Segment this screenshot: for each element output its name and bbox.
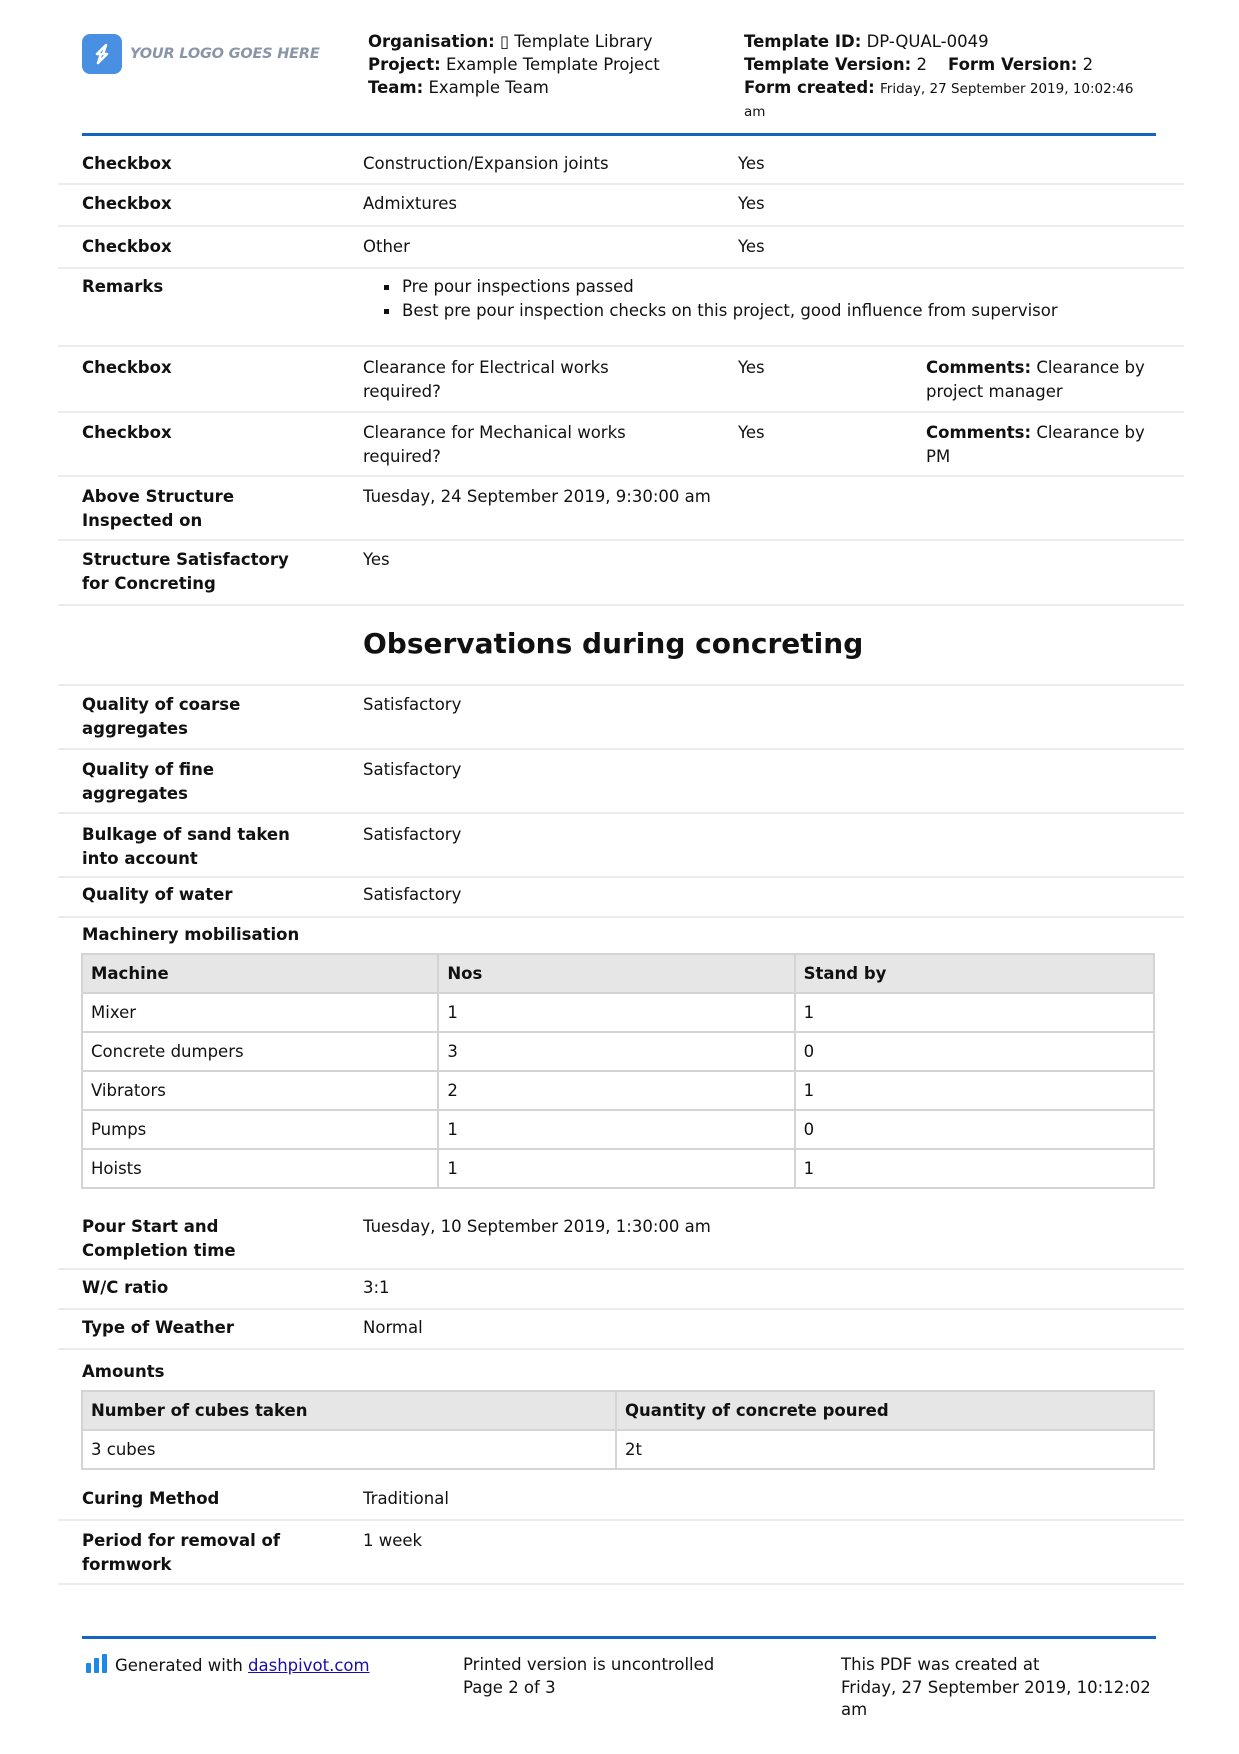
- form-row: [58, 137, 1184, 185]
- page-header: [82, 28, 1156, 136]
- form-row: [58, 1270, 1184, 1310]
- form-row: [58, 477, 1184, 541]
- form-created-label: Form created:: [744, 78, 875, 97]
- form-row: [58, 413, 1184, 477]
- form-created-value-cont: am: [744, 104, 766, 120]
- row-label: Above Structure Inspected on: [82, 487, 235, 530]
- table-cell: Vibrators: [82, 1071, 438, 1110]
- table-row: [82, 1032, 1154, 1071]
- row-value: Satisfactory: [363, 825, 462, 844]
- machinery-label: Machinery mobilisation: [82, 925, 300, 944]
- row-label: Curing Method: [82, 1489, 220, 1508]
- table-cell: Concrete dumpers: [82, 1032, 438, 1071]
- form-created-value: Friday, 27 September 2019, 10:02:46: [880, 81, 1134, 97]
- created-date: Friday, 27 September 2019, 10:12:02: [841, 1677, 1151, 1697]
- template-version-label: Template Version:: [744, 55, 912, 74]
- section-title: Observations during concreting: [363, 627, 864, 660]
- table-row: [82, 993, 1154, 1032]
- row-value: Yes: [738, 194, 765, 213]
- row-value: Yes: [738, 154, 765, 173]
- row-label: Checkbox: [82, 423, 172, 442]
- row-item: Clearance for Mechanical works required?: [363, 423, 626, 466]
- remarks-row: [58, 269, 1184, 347]
- row-comment: [926, 421, 1162, 468]
- row-value: 3:1: [363, 1278, 390, 1297]
- table-cell: 3 cubes: [82, 1430, 616, 1469]
- uncontrolled-note: Printed version is uncontrolled: [463, 1655, 715, 1674]
- table-cell: Pumps: [82, 1110, 438, 1149]
- form-row: [58, 1310, 1184, 1350]
- form-row: [58, 814, 1184, 878]
- dashpivot-icon: [86, 1654, 107, 1673]
- row-value: Satisfactory: [363, 760, 462, 779]
- row-label: Quality of coarse aggregates: [82, 695, 241, 738]
- table-row: [82, 1110, 1154, 1149]
- row-label: Checkbox: [82, 154, 172, 173]
- row-item: Construction/Expansion joints: [363, 154, 609, 173]
- table-cell: Hoists: [82, 1149, 438, 1188]
- project-label: Project:: [368, 55, 441, 74]
- header-meta-right: [744, 30, 1133, 124]
- template-id-value: DP-QUAL-0049: [866, 32, 989, 51]
- table-cell: 0: [795, 1110, 1154, 1149]
- row-label: Quality of fine aggregates: [82, 760, 215, 803]
- form-row: [58, 686, 1184, 750]
- row-label: Checkbox: [82, 194, 172, 213]
- row-value: Tuesday, 24 September 2019, 9:30:00 am: [363, 487, 711, 506]
- form-row: [58, 878, 1184, 918]
- footer-print-info: [463, 1654, 714, 1699]
- row-value: Satisfactory: [363, 885, 462, 904]
- header-meta-left: [368, 30, 660, 99]
- table-cell: 3: [438, 1032, 794, 1071]
- row-value: Traditional: [363, 1489, 449, 1508]
- table-row: [82, 1430, 1154, 1469]
- column-header: Nos: [438, 954, 794, 993]
- row-item: Admixtures: [363, 194, 457, 213]
- comment-label: Comments:: [926, 423, 1032, 442]
- remarks-item: Best pre pour inspection checks on this project, good influence from supervisor: [380, 299, 1058, 323]
- table-header-row: [82, 1391, 1154, 1430]
- row-item: Clearance for Electrical works required?: [363, 358, 609, 401]
- generated-text: Generated with: [115, 1656, 243, 1675]
- amounts-table: [81, 1390, 1155, 1470]
- machinery-table: [81, 953, 1155, 1189]
- form-row: [58, 347, 1184, 413]
- row-label: Checkbox: [82, 358, 172, 377]
- table-cell: 1: [438, 1149, 794, 1188]
- table-header-row: [82, 954, 1154, 993]
- created-line: This PDF was created at: [841, 1655, 1040, 1674]
- form-row: [58, 1521, 1184, 1585]
- footer-created: [841, 1654, 1151, 1722]
- remarks-label: Remarks: [82, 277, 164, 296]
- organisation-label: Organisation:: [368, 32, 495, 51]
- form-row: [58, 185, 1184, 227]
- row-value: Tuesday, 10 September 2019, 1:30:00 am: [363, 1217, 711, 1236]
- page-number: Page 2 of 3: [463, 1677, 556, 1697]
- row-label: Type of Weather: [82, 1318, 234, 1337]
- table-row: [82, 1149, 1154, 1188]
- table-cell: Mixer: [82, 993, 438, 1032]
- comment-label: Comments:: [926, 358, 1032, 377]
- remarks-item: Pre pour inspections passed: [380, 275, 1058, 299]
- row-value: Yes: [363, 550, 390, 569]
- row-label: Checkbox: [82, 237, 172, 256]
- form-row: [58, 541, 1184, 606]
- table-row: [82, 1071, 1154, 1110]
- row-label: Pour Start and Completion time: [82, 1217, 236, 1260]
- table-cell: 2t: [616, 1430, 1154, 1469]
- form-row: [58, 1479, 1184, 1521]
- table-cell: 1: [795, 1149, 1154, 1188]
- table-cell: 1: [438, 993, 794, 1032]
- row-value: Normal: [363, 1318, 423, 1337]
- column-header: Stand by: [795, 954, 1154, 993]
- template-version-value: 2: [916, 55, 927, 74]
- form-row: [58, 227, 1184, 269]
- row-value: 1 week: [363, 1531, 423, 1550]
- row-label: Structure Satisfactory for Concreting: [82, 550, 289, 593]
- amounts-label: Amounts: [82, 1362, 165, 1381]
- form-row: [58, 750, 1184, 814]
- template-id-label: Template ID:: [744, 32, 862, 51]
- comment-text: Clearance by PM: [926, 423, 1145, 466]
- row-label: Period for removal of formwork: [82, 1531, 281, 1574]
- table-cell: 1: [438, 1110, 794, 1149]
- dashpivot-link[interactable]: dashpivot.com: [248, 1656, 370, 1675]
- company-logo: [82, 34, 320, 74]
- table-cell: 2: [438, 1071, 794, 1110]
- logo-text: YOUR LOGO GOES HERE: [130, 46, 320, 62]
- row-item: Other: [363, 237, 410, 256]
- footer-generated: [86, 1654, 370, 1678]
- project-value: Example Template Project: [445, 55, 660, 74]
- team-value: Example Team: [428, 78, 549, 97]
- logo-icon: [82, 34, 122, 74]
- form-row: [58, 1208, 1184, 1270]
- row-label: Quality of water: [82, 885, 233, 904]
- column-header: Quantity of concrete poured: [616, 1391, 1154, 1430]
- row-value: Yes: [738, 237, 765, 256]
- table-cell: 1: [795, 993, 1154, 1032]
- remarks-list: [380, 275, 1058, 323]
- row-label: W/C ratio: [82, 1278, 169, 1297]
- created-date-cont: am: [841, 1700, 868, 1719]
- table-cell: 0: [795, 1032, 1154, 1071]
- table-cell: 1: [795, 1071, 1154, 1110]
- form-version-label: Form Version:: [947, 55, 1078, 74]
- form-version-value: 2: [1082, 55, 1094, 74]
- row-value: Satisfactory: [363, 695, 462, 714]
- row-comment: [926, 356, 1162, 403]
- row-value: Yes: [738, 358, 765, 377]
- column-header: Machine: [82, 954, 438, 993]
- row-value: Yes: [738, 423, 765, 442]
- organisation-value: ▯ Template Library: [499, 32, 653, 51]
- comment-text: Clearance by project manager: [926, 358, 1145, 401]
- row-label: Bulkage of sand taken into account: [82, 825, 290, 868]
- column-header: Number of cubes taken: [82, 1391, 616, 1430]
- header-divider: [82, 133, 1156, 136]
- footer-divider: [82, 1636, 1156, 1639]
- team-label: Team:: [368, 78, 424, 97]
